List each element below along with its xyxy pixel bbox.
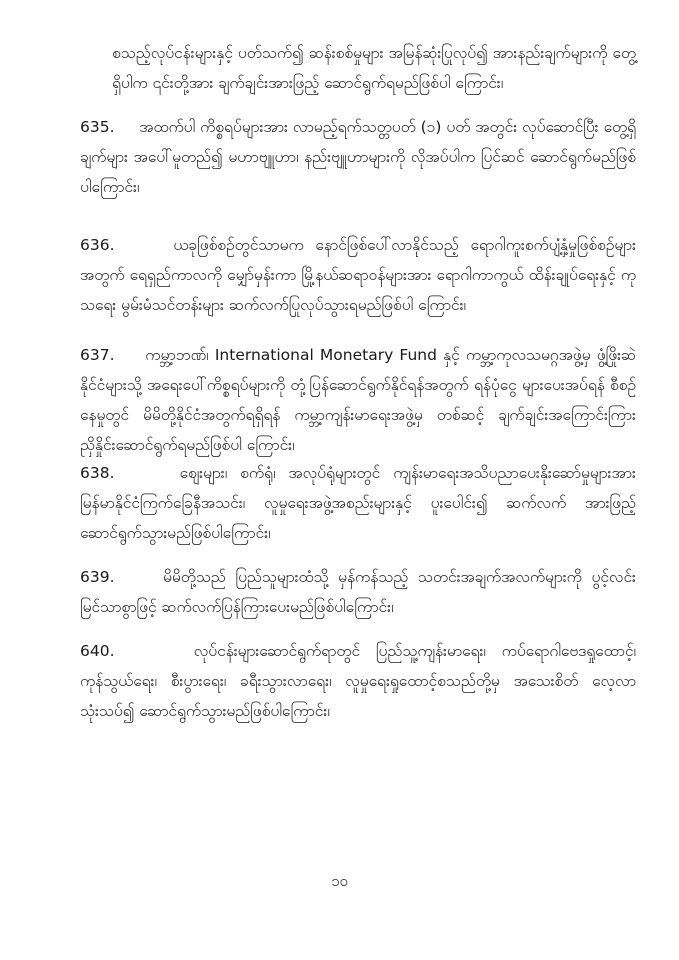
continuation-text: စသည့်လုပ်ငန်းများနှင့် ပတ်သက်၍ ဆန်းစစ်မှုများ အမြန်ဆုံးပြုလုပ်၍ အားနည်းချက်များကို တွေ့ရှိပါက ၎င်းတို့အား ချက်ချင်းအားဖြည့် ဆောင်ရွက်ရမည်ဖြစ်ပါ ကြောင်း၊	[112, 44, 636, 92]
paragraph-640	[80, 636, 636, 726]
paragraph-text: မိမိတို့သည် ပြည်သူများထံသို့ မှန်ကန်သည့် သတင်းအချက်အလက်များကို ပွင့်လင်း မြင်သာစွာဖြင့် ဆက်လက်ပြန်ကြားပေးမည်ဖြစ်ပါကြောင်း၊	[80, 568, 636, 616]
paragraph-number: 637.	[80, 346, 115, 364]
paragraph-639	[80, 562, 636, 622]
paragraph-number: 639.	[80, 568, 115, 586]
paragraph-number: 640.	[80, 642, 115, 660]
paragraph-text: ယခုဖြစ်စဉ်တွင်သာမက နောင်ဖြစ်ပေါ်လာနိုင်သည့် ရောဂါကူးစက်ပျံ့နှံ့မှုဖြစ်စဉ်များ အတွက် ရေရှည်ကာလကို မျှော်မှန်းကာ မြို့နယ်ဆရာဝန်များအား ရောဂါကာကွယ် ထိန်းချုပ်ရေးနှင့် ကုသရေး မွမ်းမံသင်တန်းများ ဆက်လက်ပြုလုပ်သွားရမည်ဖြစ်ပါ ကြောင်း၊	[80, 236, 636, 314]
paragraph-text: လုပ်ငန်းများဆောင်ရွက်ရာတွင် ပြည်သူ့ကျန်းမာရေး၊ ကပ်ရောဂါဗေဒရှုထောင့်၊ ကုန်သွယ်ရေး၊ စီးပွားရေး၊ ခရီးသွားလာရေး၊ လူမှုရေးရှုထောင့်စသည်တို့မှ အသေးစိတ် လေ့လာသုံးသပ်၍ ဆောင်ရွက်သွားမည်ဖြစ်ပါကြောင်း၊	[80, 642, 636, 720]
paragraph-638	[80, 458, 636, 548]
paragraph-number: 635.	[80, 118, 115, 136]
paragraph-text: ကမ္ဘာ့ဘဏ်၊ International Monetary Fund နှင့် ကမ္ဘာ့ကုလသမဂ္ဂအဖွဲ့မှ ဖွံ့ဖြိုးဆဲနိုင်ငံများသို့ အရေးပေါ်ကိစ္စရပ်များကို တုံ့ပြန်ဆောင်ရွက်နိုင်ရန်အတွက် ရန်ပုံငွေ များပေးအပ်ရန် စီစဉ်နေမှုတွင် မိမိတို့နိုင်ငံအတွက်ရရှိရန် ကမ္ဘာ့ကျန်းမာရေးအဖွဲ့မှ တစ်ဆင့် ချက်ချင်းအကြောင်းကြား ညှိနှိုင်းဆောင်ရွက်ရမည်ဖြစ်ပါ ကြောင်း၊	[80, 346, 636, 454]
continuation-paragraph	[112, 38, 636, 98]
page-number: ၁၀	[331, 872, 348, 890]
paragraph-637	[80, 340, 636, 460]
paragraph-text: အထက်ပါ ကိစ္စရပ်များအား လာမည့်ရက်သတ္တပတ် (၁) ပတ် အတွင်း လုပ်ဆောင်ပြီး တွေ့ရှိချက်များ အပေါ်မူတည်၍ မဟာဗျူဟာ၊ နည်းဗျူဟာများကို လိုအပ်ပါက ပြင်ဆင် ဆောင်ရွက်မည်ဖြစ်ပါကြောင်း၊	[80, 118, 636, 196]
paragraph-number: 638.	[80, 464, 115, 482]
paragraph-636	[80, 230, 636, 320]
paragraph-number: 636.	[80, 236, 115, 254]
paragraph-text: စျေးများ၊ စက်ရုံ၊ အလုပ်ရုံများတွင် ကျန်းမာရေးအသိပညာပေးနိုးဆော်မှုများအား မြန်မာနိုင်ငံကြက်ခြေနီအသင်း၊ လူမှုရေးအဖွဲ့အစည်းများနှင့် ပူးပေါင်း၍ ဆက်လက် အားဖြည့် ဆောင်ရွက်သွားမည်ဖြစ်ပါကြောင်း၊	[80, 464, 636, 542]
paragraph-635	[80, 112, 636, 202]
